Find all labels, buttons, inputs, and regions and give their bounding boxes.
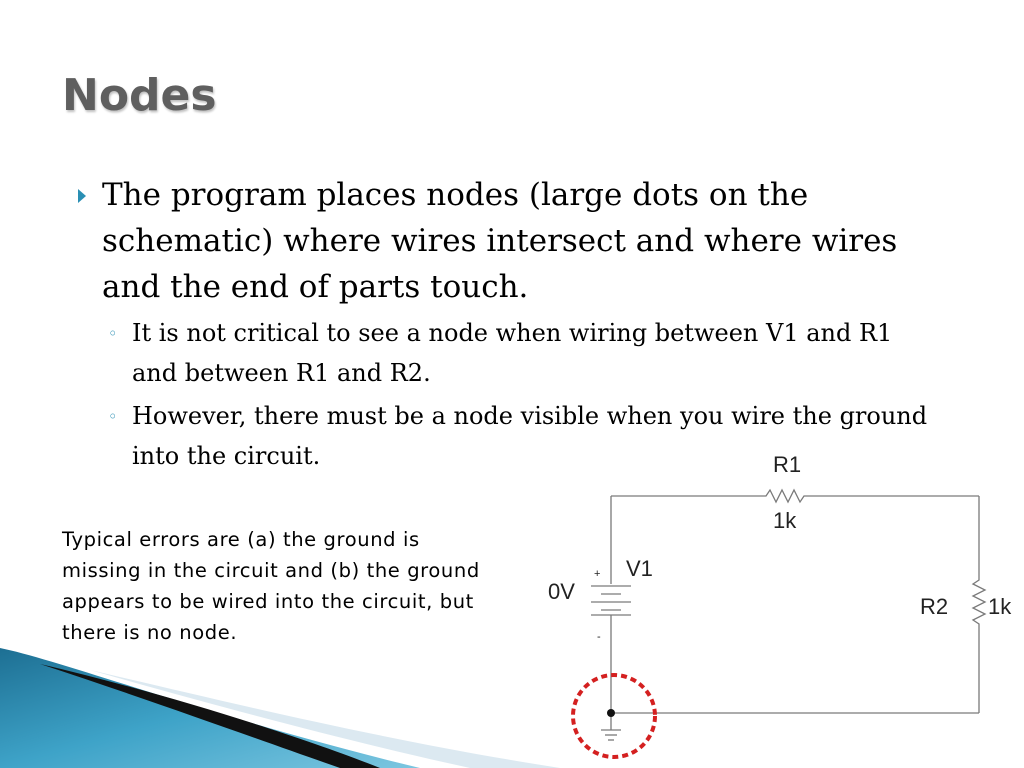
r1-value: 1k: [773, 508, 797, 533]
ground-node-dot: [607, 709, 615, 717]
circle-bullet-icon: ◦: [108, 407, 118, 426]
sub-bullet-text: It is not critical to see a node when wiring between V1 and R1 and between R1 and R2.: [132, 319, 893, 387]
plus-sign: +: [594, 568, 601, 580]
r1-name: R1: [773, 452, 802, 477]
circuit-schematic: [540, 450, 1024, 768]
side-note: Typical errors are (a) the ground is missing in the circuit and (b) the ground appears to be wired into the circuit, but there is no node.: [62, 528, 480, 644]
r2-name: R2: [920, 594, 949, 619]
slide-title: Nodes: [62, 70, 217, 121]
minus-sign: -: [597, 631, 601, 643]
circle-bullet-icon: ◦: [108, 324, 118, 343]
v1-name: V1: [626, 556, 653, 581]
highlight-circle: [573, 675, 655, 757]
main-bullet-text: The program places nodes (large dots on the schematic) where wires intersect and where wires and the end of parts touch.: [102, 177, 898, 305]
main-bullet: [78, 172, 938, 310]
triangle-bullet-icon: [78, 189, 86, 203]
decorative-swoosh: [0, 640, 560, 768]
sub-bullet-text: However, there must be a node visible when you wire the ground into the circuit.: [132, 402, 928, 470]
v1-value: 0V: [548, 579, 575, 604]
r2-value: 1k: [988, 594, 1012, 619]
sub-bullet-1: [108, 313, 938, 393]
